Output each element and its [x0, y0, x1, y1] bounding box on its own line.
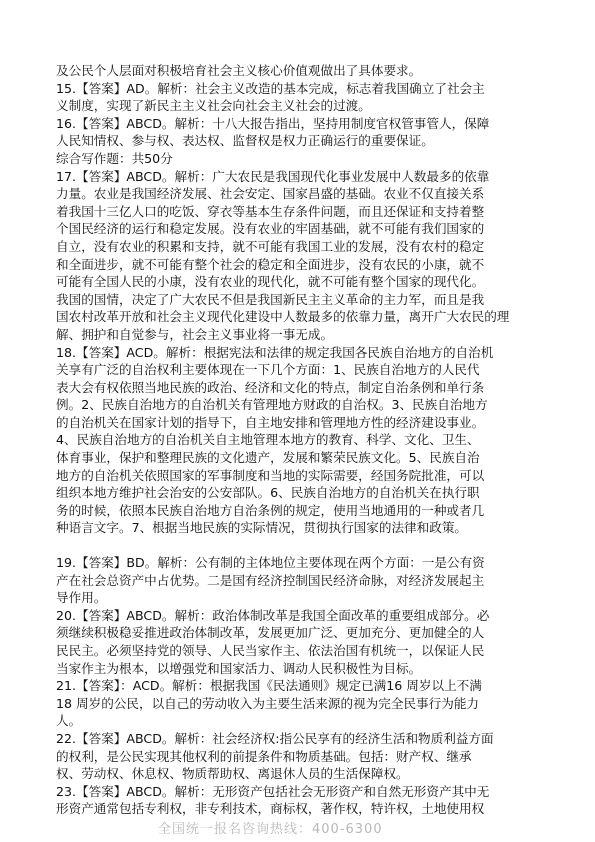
text-line: 国农村改革开放和社会主义现代化建设中人数最多的依靠力量，离开广大农民的理 [56, 309, 510, 325]
text-line: 及公民个人层面对积极培育社会主义核心价值观做出了具体要求。 [56, 63, 422, 78]
text-line: 地方的自治机关依照国家的军事制度和当地的实际需要，经国务院批准，可以 [56, 467, 485, 483]
text-line: 4、民族自治地方的自治机关自主地管理本地方的教育、科学、文化、卫生、 [56, 432, 480, 448]
text-line: 15.【答案】AD。解析：社会主义改造的基本完成，标志着我国确立了社会主 [56, 80, 485, 96]
text-line: 力量。农业是我国经济发展、社会安定、国家昌盛的基础。农业不仅直接关系 [56, 186, 485, 202]
blank-line [56, 537, 544, 554]
text-line: 导作用。 [56, 590, 107, 606]
text-line: 民民主。必须坚持党的领导、人民当家作主、依法治国有机统一，以保证人民 [56, 643, 485, 658]
text-line: 务的时候，依照本民族自治地方自治条例的规定，使用当地通用的一种或者几 [56, 502, 485, 518]
text-line: 17.【答案】ABCD。解析：广大农民是我国现代化事业发展中人数最多的依靠 [56, 168, 490, 184]
text-line: 组织本地方维护社会治安的公安部队。6、民族自治地方的自治机关在执行职 [56, 485, 480, 501]
text-line: 19.【答案】BD。解析：公有制的主体地位主要体现在两个方面：一是公有资 [56, 555, 485, 571]
text-line: 自立，没有农业的积累和支持，就不可能有我国工业的发展，没有农村的稳定 [56, 238, 485, 254]
text-line: 综合写作题：共50分 [56, 150, 173, 166]
text-line: 21.【答案】：ACD。解析：根据我国《民法通则》规定已满16 周岁以上不满 [56, 678, 482, 694]
text-line: 22.【答案】ABCD。解析：社会经济权:指公民享有的经济生活和物质利益方面 [56, 730, 494, 746]
text-line: 18 周岁的公民，以自己的劳动收入为主要生活来源的视为完全民事行为能力 [56, 695, 480, 711]
text-line: 当家作主为根本，以增强党和国家活力、调动人民积极性为目标。 [56, 660, 422, 676]
text-line: 个国民经济的运行和稳定发展。没有农业的牢固基础，就不可能有我们国家的 [56, 221, 485, 237]
text-line: 的自治机关在国家计划的指导下，自主地安排和管理地方性的经济建设事业。 [56, 414, 485, 430]
text-line: 权、劳动权、休息权、物质帮助权、离退休人员的生活保障权。 [56, 766, 409, 782]
text-line: 20.【答案】ABCD。解析：政治体制改革是我国全面改革的重要组成部分。必 [56, 607, 490, 623]
text-line: 着我国十三亿人口的吃饭、穿衣等基本生存条件问题，而且还保证和支持着整 [56, 203, 485, 219]
text-line: 体育事业，保护和整理民族的文化遗产，发展和繁荣民族文化。5、民族自治 [56, 450, 480, 466]
text-line: 解、拥护和自觉参与，社会主义事业将一事无成。 [56, 326, 334, 342]
text-line: 我国的国情，决定了广大农民不但是我国新民主主义革命的主力军，而且是我 [56, 291, 485, 307]
text-line: 可能有全国人民的小康，没有农业的现代化，就不可能有整个国家的现代化。 [56, 274, 485, 290]
text-line: 种语言文字。7、根据当地民族的实际情况，贯彻执行国家的法律和政策。 [56, 520, 468, 536]
text-line: 例。2、民族自治地方的自治机关有管理地方财政的自治权。3、民族自治地方 [56, 397, 488, 413]
text-line: 形资产通常包括专利权，非专利技术，商标权，著作权，特许权，土地使用权 [56, 801, 485, 817]
text-line: 和全面进步，就不可能有整个社会的稳定和全面进步，没有农民的小康，就不 [56, 256, 485, 272]
text-line: 人民知情权、参与权、表达权、监督权是权力正确运行的重要保证。 [56, 133, 434, 149]
text-line: 人。 [56, 713, 82, 729]
text-line: 产在社会总资产中占优势。二是国有经济控制国民经济命脉，对经济发展起主 [56, 572, 485, 588]
footer-hotline: 全国统一报名咨询热线：400-6300 [158, 822, 383, 837]
text-line: 关享有广泛的自治权利主要体现在一下几个方面：1、民族自治地方的人民代 [56, 362, 480, 378]
text-line: 23.【答案】ABCD。解析：无形资产包括社会无形资产和自然无形资产其中无 [56, 783, 490, 799]
text-line: 须继续积极稳妥推进政治体制改革，发展更加广泛、更加充分、更加健全的人 [56, 625, 485, 641]
text-line: 18.【答案】ACD。解析：根据宪法和法律的规定我国各民族自治地方的自治机 [56, 344, 494, 360]
text-line: 义制度，实现了新民主主义社会向社会主义社会的过渡。 [56, 98, 371, 114]
text-line: 的权利，是公民实现其他权利的前提条件和物质基础。包括：财产权、继承 [56, 748, 472, 764]
text-line: 16.【答案】ABCD。解析：十八大报告指出，坚持用制度官权管事管人，保障 [56, 115, 490, 131]
document-body [56, 62, 544, 818]
text-line: 表大会有权依照当地民族的政治、经济和文化的特点，制定自治条例和单行条 [56, 379, 485, 395]
